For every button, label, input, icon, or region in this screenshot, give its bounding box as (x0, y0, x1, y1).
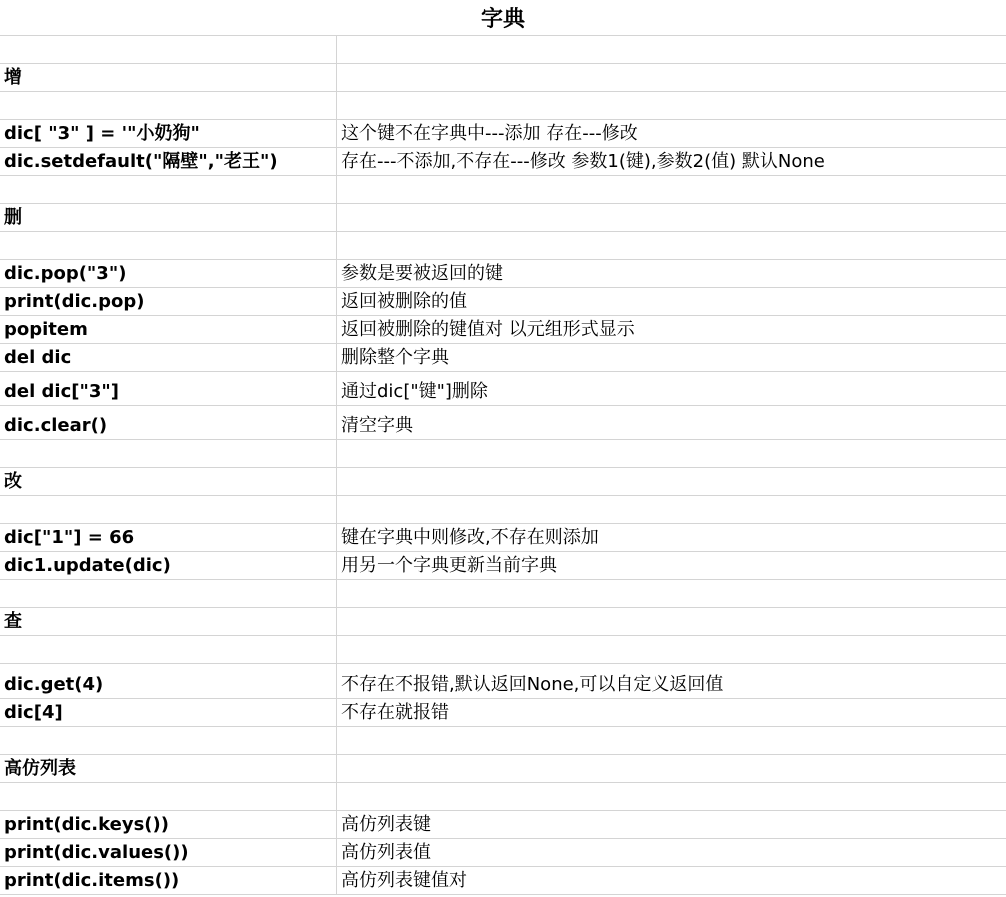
table-row (0, 440, 1006, 468)
cell-code[interactable]: dic.clear() (0, 406, 337, 439)
cell-description[interactable]: 返回被删除的值 (341, 291, 467, 312)
cell-code[interactable]: popitem (0, 316, 337, 343)
cell-code[interactable]: dic["1"] = 66 (0, 524, 337, 551)
table-row (0, 288, 1006, 316)
table-row (0, 699, 1006, 727)
cell-code[interactable] (0, 440, 337, 467)
table-row (0, 92, 1006, 120)
sheet-grid (0, 36, 1006, 895)
cell-code[interactable] (0, 496, 337, 523)
table-row (0, 496, 1006, 524)
cell-description[interactable]: 高仿列表键 (341, 814, 431, 835)
cell-code[interactable] (0, 727, 337, 754)
cell-code[interactable]: print(dic.items()) (0, 867, 337, 894)
cell-code[interactable]: 增 (0, 64, 337, 91)
cell-description[interactable]: 删除整个字典 (341, 347, 449, 368)
table-row (0, 406, 1006, 440)
cell-code[interactable] (0, 636, 337, 663)
table-row (0, 811, 1006, 839)
cell-description[interactable] (337, 440, 1006, 467)
table-row (0, 344, 1006, 372)
cell-description[interactable]: 高仿列表值 (341, 842, 431, 863)
table-row (0, 727, 1006, 755)
cell-description[interactable] (337, 636, 1006, 663)
cell-code[interactable]: dic.setdefault("隔壁","老王") (0, 148, 337, 175)
sheet-title-text: 字典 (480, 7, 525, 32)
table-row (0, 839, 1006, 867)
cell-code[interactable]: print(dic.keys()) (0, 811, 337, 838)
sheet-title[interactable] (0, 0, 1006, 36)
table-row (0, 64, 1006, 92)
cell-description[interactable] (337, 496, 1006, 523)
cell-description[interactable]: 参数是要被返回的键 (341, 263, 503, 284)
table-row (0, 552, 1006, 580)
cell-code[interactable]: print(dic.values()) (0, 839, 337, 866)
cell-description[interactable] (337, 580, 1006, 607)
cell-description[interactable] (337, 36, 1006, 63)
cell-code[interactable]: dic1.update(dic) (0, 552, 337, 579)
cell-description[interactable] (337, 176, 1006, 203)
cell-description[interactable]: 通过dic["键"]删除 (341, 381, 488, 402)
cell-description[interactable] (337, 204, 1006, 231)
cell-description[interactable] (337, 92, 1006, 119)
cell-code[interactable] (0, 36, 337, 63)
cell-code[interactable]: dic.get(4) (0, 664, 337, 698)
cell-code[interactable] (0, 580, 337, 607)
table-row (0, 664, 1006, 699)
cell-code[interactable] (0, 783, 337, 810)
table-row (0, 176, 1006, 204)
table-row (0, 36, 1006, 64)
table-row (0, 232, 1006, 260)
cell-description[interactable]: 清空字典 (341, 415, 413, 436)
table-row (0, 755, 1006, 783)
cell-description[interactable]: 高仿列表键值对 (341, 870, 467, 891)
table-row (0, 372, 1006, 406)
cell-description[interactable]: 不存在不报错,默认返回None,可以自定义返回值 (341, 674, 724, 695)
cell-code[interactable]: dic[ "3" ] = '"小奶狗" (0, 120, 337, 147)
table-row (0, 316, 1006, 344)
cell-description[interactable]: 用另一个字典更新当前字典 (341, 555, 557, 576)
table-row (0, 867, 1006, 895)
cell-code[interactable]: dic[4] (0, 699, 337, 726)
cell-description[interactable]: 返回被删除的键值对 以元组形式显示 (341, 319, 635, 340)
cell-code[interactable] (0, 232, 337, 259)
table-row (0, 524, 1006, 552)
cell-description[interactable] (337, 608, 1006, 635)
cell-description[interactable] (337, 727, 1006, 754)
table-row (0, 580, 1006, 608)
table-row (0, 148, 1006, 176)
table-row (0, 204, 1006, 232)
cell-description[interactable] (337, 783, 1006, 810)
cell-code[interactable]: del dic (0, 344, 337, 371)
cell-description[interactable]: 键在字典中则修改,不存在则添加 (341, 527, 599, 548)
cell-description[interactable] (337, 468, 1006, 495)
table-row (0, 468, 1006, 496)
cell-description[interactable]: 不存在就报错 (341, 702, 449, 723)
cell-description[interactable] (337, 64, 1006, 91)
table-row (0, 120, 1006, 148)
table-row (0, 783, 1006, 811)
cell-description[interactable] (337, 232, 1006, 259)
cell-code[interactable]: 删 (0, 204, 337, 231)
table-row (0, 608, 1006, 636)
cell-code[interactable]: dic.pop("3") (0, 260, 337, 287)
cell-code[interactable]: 查 (0, 608, 337, 635)
table-row (0, 636, 1006, 664)
cell-description[interactable]: 这个键不在字典中---添加 存在---修改 (341, 123, 638, 144)
table-row (0, 260, 1006, 288)
cell-code[interactable] (0, 92, 337, 119)
cell-code[interactable]: del dic["3"] (0, 372, 337, 405)
cell-description[interactable] (337, 755, 1006, 782)
cell-code[interactable]: 高仿列表 (0, 755, 337, 782)
cell-description[interactable]: 存在---不添加,不存在---修改 参数1(键),参数2(值) 默认None (341, 151, 825, 172)
cell-code[interactable] (0, 176, 337, 203)
cell-code[interactable]: 改 (0, 468, 337, 495)
cell-code[interactable]: print(dic.pop) (0, 288, 337, 315)
